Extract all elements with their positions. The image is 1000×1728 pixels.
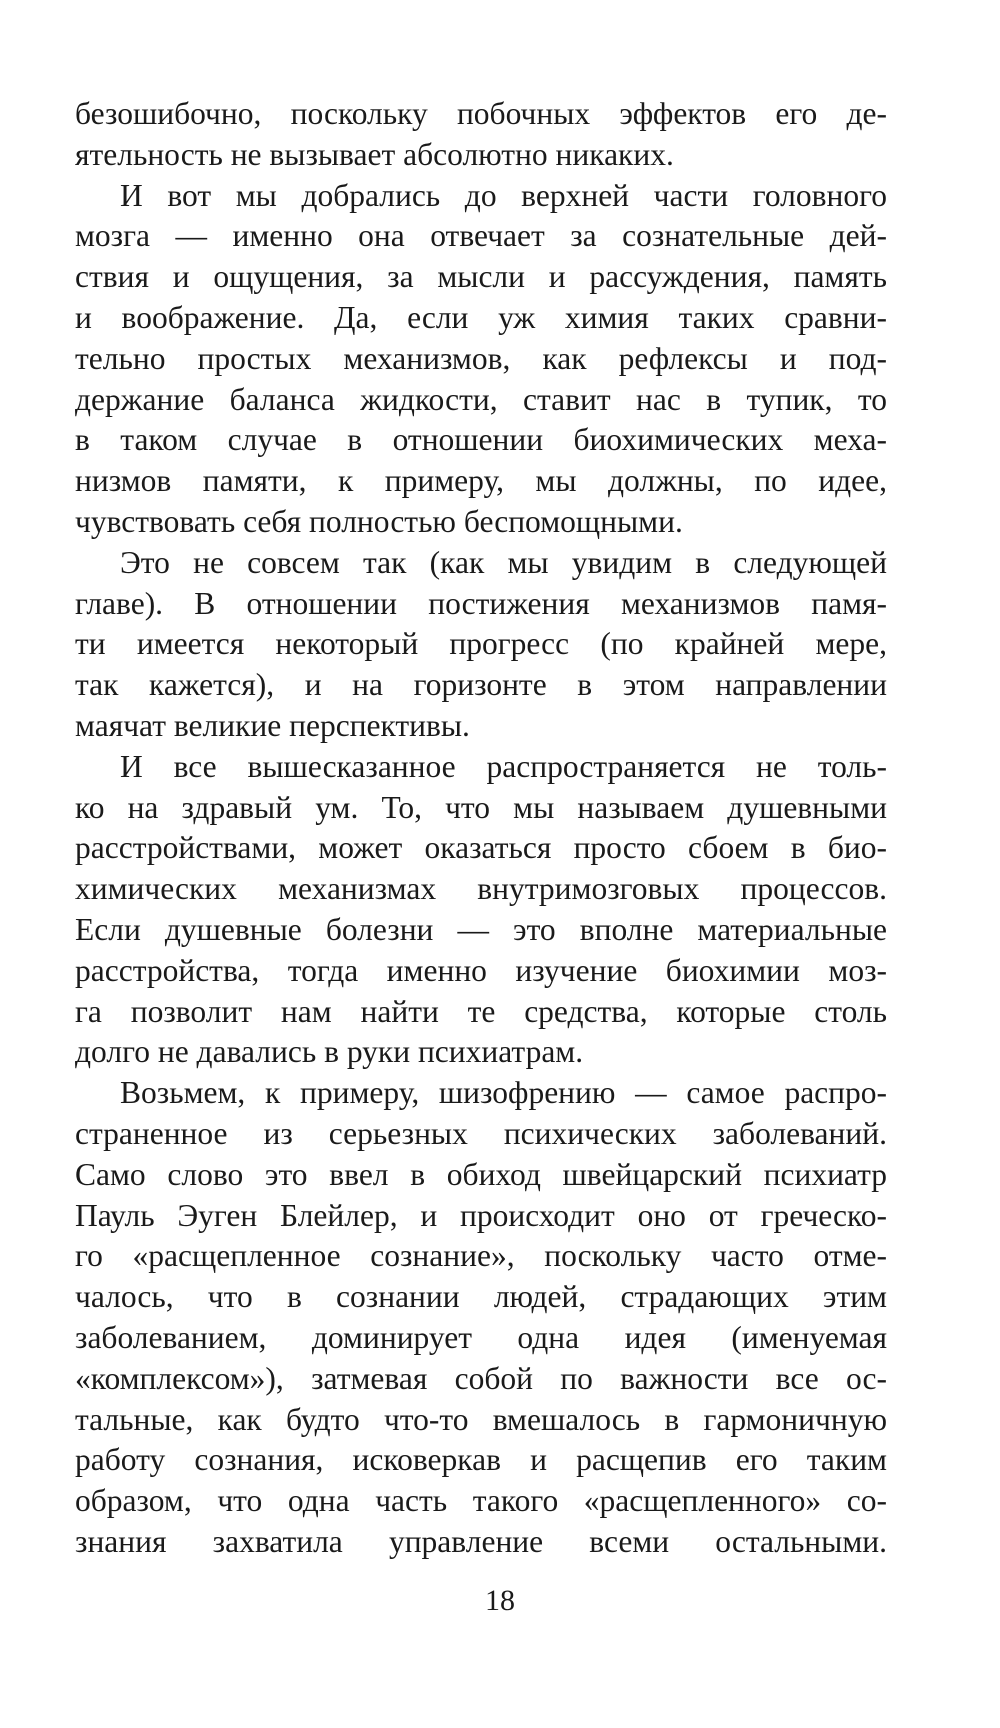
- text-line: страненное из серьезных психических заболеваний.: [75, 1115, 887, 1151]
- text-line: расстройствами, может оказаться просто сбоем в био-: [75, 830, 887, 866]
- text-line: заболеванием, доминирует одна идея (именуемая: [75, 1319, 887, 1355]
- text-line: Само слово это ввел в обиход швейцарский психиатр: [75, 1156, 887, 1192]
- text-line: чалось, что в сознании людей, страдающих этим: [75, 1279, 887, 1315]
- text-line: чувствовать себя полностью беспомощными.: [75, 503, 683, 539]
- page-number: 18: [485, 1584, 515, 1617]
- text-line: маячат великие перспективы.: [75, 707, 470, 743]
- text-line: низмов памяти, к примеру, мы должны, по идее,: [75, 463, 887, 499]
- paragraph: [75, 747, 887, 1073]
- paragraph: [75, 94, 887, 176]
- text-line: держание баланса жидкости, ставит нас в тупик, то: [75, 381, 887, 417]
- text-line: И вот мы добрались до верхней части головного: [120, 177, 887, 213]
- text-line: работу сознания, исковеркав и расщепив его таким: [75, 1442, 887, 1478]
- body-text: [75, 94, 887, 1563]
- text-line: ствия и ощущения, за мысли и рассуждения, память: [75, 259, 887, 295]
- paragraph: [75, 176, 887, 543]
- text-line: го «расщепленное сознание», поскольку часто отме-: [75, 1238, 887, 1274]
- text-line: Возьмем, к примеру, шизофрению — самое распро-: [120, 1075, 887, 1111]
- text-line: тельно простых механизмов, как рефлексы и под-: [75, 340, 887, 376]
- text-line: химических механизмах внутримозговых процессов.: [75, 871, 887, 907]
- text-line: образом, что одна часть такого «расщепленного» со-: [75, 1483, 887, 1519]
- text-line: Если душевные болезни — это вполне материальные: [75, 911, 887, 947]
- paragraph: [75, 543, 887, 747]
- text-line: И все вышесказанное распространяется не толь-: [120, 748, 887, 784]
- text-line: главе). В отношении постижения механизмов памя-: [75, 585, 887, 621]
- text-line: тальные, как будто что-то вмешалось в гармоничную: [75, 1401, 887, 1437]
- text-line: и воображение. Да, если уж химия таких сравни-: [75, 299, 887, 335]
- text-line: так кажется), и на горизонте в этом направлении: [75, 667, 887, 703]
- text-line: Пауль Эуген Блейлер, и происходит оно от греческо-: [75, 1197, 887, 1233]
- text-line: расстройства, тогда именно изучение биохимии моз-: [75, 952, 887, 988]
- text-line: ко на здравый ум. То, что мы называем душевными: [75, 789, 887, 825]
- text-line: га позволит нам найти те средства, которые столь: [75, 993, 887, 1029]
- text-line: мозга — именно она отвечает за сознательные дей-: [75, 218, 887, 254]
- paragraph: [75, 1073, 887, 1563]
- text-line: Это не совсем так (как мы увидим в следующей: [120, 544, 887, 580]
- text-line: долго не давались в руки психиатрам.: [75, 1034, 584, 1070]
- text-line: «комплексом»), затмевая собой по важности все ос-: [75, 1360, 887, 1396]
- text-line: ти имеется некоторый прогресс (по крайней мере,: [75, 626, 887, 662]
- text-line: в таком случае в отношении биохимических меха-: [75, 422, 887, 458]
- text-line: ятельность не вызывает абсолютно никаких.: [75, 136, 674, 172]
- text-line: безошибочно, поскольку побочных эффектов его де-: [75, 96, 887, 131]
- text-line: знания захватила управление всеми остальными.: [75, 1523, 887, 1559]
